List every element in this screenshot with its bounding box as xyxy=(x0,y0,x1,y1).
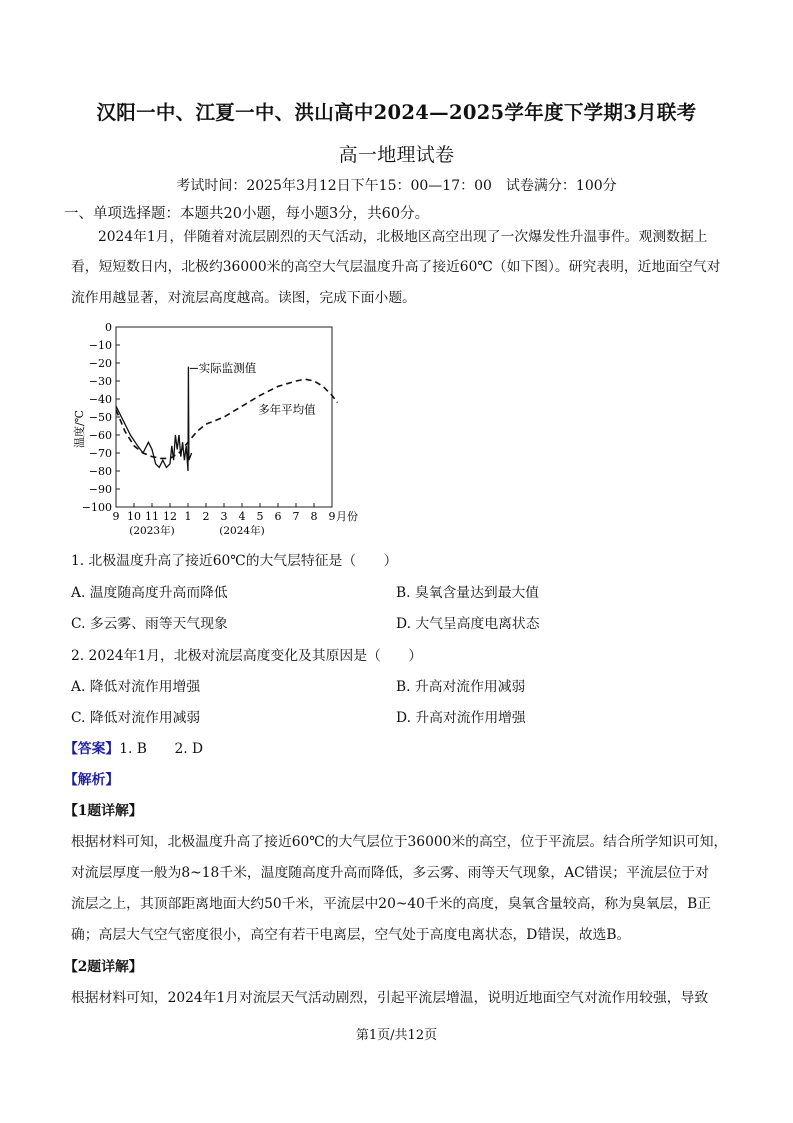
x-tick-label: 6 xyxy=(274,510,282,523)
detail-2-line-1: 根据材料可知，2024年1月对流层天气活动剧烈，引起平流层增温，说明近地面空气对流作用较强，导致 xyxy=(71,990,709,1006)
detail-1-line-4: 确；高层大气空气密度很小，高空有若干电离层，空气处于高度电离状态，D错误，故选B。 xyxy=(71,927,631,943)
x-tick-label: 8 xyxy=(310,510,318,523)
x-tick-label: 3 xyxy=(220,510,228,523)
q2-option-d: D. 升高对流作用增强 xyxy=(396,710,526,726)
average-series-line xyxy=(116,379,337,458)
intro-line-3: 流作用越显著，对流层高度越高。读图，完成下面小题。 xyxy=(71,290,416,306)
answer-row xyxy=(64,737,203,757)
x-tick-label: 4 xyxy=(238,510,246,523)
x-tick-label: 5 xyxy=(256,510,264,523)
y-tick-label: −80 xyxy=(88,465,112,478)
q1-option-c: C. 多云雾、雨等天气现象 xyxy=(71,616,228,632)
average-series-label: 多年平均值 xyxy=(258,402,316,417)
detail-2-label: 【2题详解】 xyxy=(64,959,143,975)
year-label-2023: (2023年) xyxy=(129,525,175,537)
y-tick-label: −30 xyxy=(88,375,112,388)
x-tick-label: 10 xyxy=(127,510,141,523)
exam-subtitle: 高一地理试卷 xyxy=(338,144,455,166)
observed-series-label: 实际监测值 xyxy=(198,361,257,375)
q2-option-c: C. 降低对流作用减弱 xyxy=(71,710,201,726)
x-tick-label: 1 xyxy=(184,510,192,523)
y-tick-label: −10 xyxy=(88,339,112,352)
y-tick-label: −50 xyxy=(88,411,112,424)
q2-option-b: B. 升高对流作用减弱 xyxy=(396,679,526,695)
x-axis-label: 月份 xyxy=(336,510,358,523)
intro-line-2: 看，短短数日内，北极约36000米的高空大气层温度升高了接近60℃（如下图）。研究表明，近地面空气对 xyxy=(71,259,721,275)
exam-title: 汉阳一中、江夏一中、洪山高中2024—2025学年度下学期3月联考 xyxy=(96,101,697,124)
x-tick-label: 11 xyxy=(145,510,159,523)
question-1-stem: 1. 北极温度升高了接近60℃的大气层特征是（ ） xyxy=(71,553,398,569)
exam-info: 考试时间：2025年3月12日下午15：00—17：00 试卷满分：100分 xyxy=(176,178,617,194)
temperature-chart xyxy=(70,318,370,543)
detail-1-line-2: 对流层厚度一般为8~18千米，温度随高度升高而降低，多云雾、雨等天气现象，AC错误；平流层位于对 xyxy=(71,865,709,881)
observed-series-line xyxy=(116,367,192,471)
section-heading: 一、单项选择题：本题共20小题，每小题3分，共60分。 xyxy=(64,206,430,222)
year-label-2024: (2024年) xyxy=(219,525,265,537)
y-axis-label: 温度/℃ xyxy=(73,409,86,449)
y-tick-label: 0 xyxy=(105,321,112,334)
detail-1-line-3: 流层之上，其顶部距离地面大约50千米，平流层中20~40千米的高度，臭氧含量较高，称为臭氧层，B正 xyxy=(71,896,712,912)
y-tick-label: −40 xyxy=(88,393,112,406)
x-tick-label: 9 xyxy=(112,510,120,523)
question-2-stem: 2. 2024年1月，北极对流层高度变化及其原因是（ ） xyxy=(71,648,423,664)
detail-1-line-1: 根据材料可知，北极温度升高了接近60℃的大气层位于36000米的高空，位于平流层。结合所学知识可知， xyxy=(71,834,728,850)
q1-option-a: A. 温度随高度升高而降低 xyxy=(71,585,228,601)
answer-label: 【答案】 xyxy=(64,741,120,757)
detail-1-label: 【1题详解】 xyxy=(64,803,143,819)
analysis-label: 【解析】 xyxy=(64,772,120,788)
y-tick-label: −90 xyxy=(88,483,112,496)
q2-option-a: A. 降低对流作用增强 xyxy=(71,679,201,695)
x-tick-label: 7 xyxy=(292,510,300,523)
y-tick-label: −60 xyxy=(88,429,112,442)
y-tick-label: −70 xyxy=(88,447,112,460)
q1-option-d: D. 大气呈高度电离状态 xyxy=(396,616,540,632)
answer-text: 1. B 2. D xyxy=(119,741,204,757)
x-tick-label: 2 xyxy=(202,510,210,523)
x-tick-label: 12 xyxy=(163,510,177,523)
x-tick-label: 9 xyxy=(328,510,336,523)
q1-option-b: B. 臭氧含量达到最大值 xyxy=(396,585,540,601)
plot-frame xyxy=(116,327,332,507)
y-tick-label: −100 xyxy=(81,501,112,514)
y-tick-label: −20 xyxy=(88,357,112,370)
intro-line-1: 2024年1月，伴随着对流层剧烈的天气活动，北极地区高空出现了一次爆发性升温事件。观测数据上 xyxy=(98,229,708,245)
page-footer: 第1页/共12页 xyxy=(355,1028,438,1043)
